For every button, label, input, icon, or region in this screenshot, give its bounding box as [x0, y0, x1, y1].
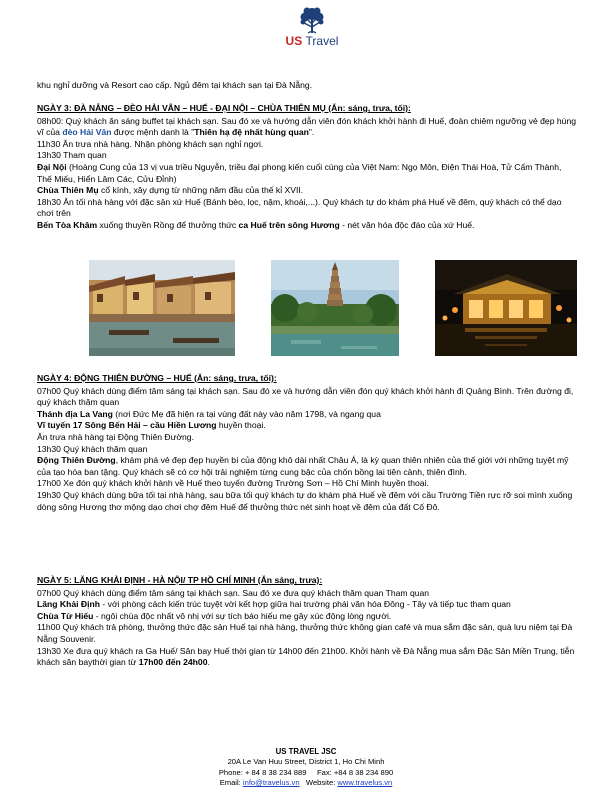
- footer-company-name: US TRAVEL JSC: [275, 747, 337, 756]
- photo-strip: [37, 260, 577, 356]
- tree-icon: [299, 6, 325, 34]
- day5-section: [37, 575, 577, 669]
- day3-paragraph-3: 13h30 Tham quan: [37, 150, 107, 161]
- footer-phone-fax: Phone: + 84 8 38 234 889 Fax: +84 8 38 234 890: [218, 767, 394, 777]
- day3-title: NGÀY 3: ĐÀ NẴNG – ĐÈO HẢI VÂN – HUẾ - ĐẠI NỘI – CHÙA THIÊN MỤ (Ăn: sáng, trưa, tối):: [37, 103, 411, 113]
- day3-paragraph-5: Chùa Thiên Mụ cổ kính, xây dựng từ những năm đầu của thế kỉ XVII.: [37, 185, 304, 196]
- day4-section: [37, 373, 577, 513]
- day4-title: NGÀY 4: ĐỘNG THIÊN ĐƯỜNG – HUẾ (Ăn: sáng, trưa, tối):: [37, 373, 277, 383]
- logo-wordmark: US Travel: [285, 34, 339, 48]
- footer-website-link[interactable]: www.travelus.vn: [337, 778, 393, 788]
- intro-line: khu nghỉ dưỡng và Resort cao cấp. Ngủ đêm tại khách sạn tại Đà Nẵng.: [37, 80, 313, 90]
- day3-paragraph-2: 11h30 Ăn trưa nhà hàng. Nhận phòng khách sạn nghỉ ngơi.: [37, 138, 264, 149]
- day4-paragraph-5: 13h30 Quý khách thăm quan: [37, 443, 148, 454]
- thien-mu-pagoda-photo: [271, 260, 399, 356]
- day3-paragraph-4: Đại Nội (Hoàng Cung của 13 vị vua triều Nguyễn, triều đại phong kiến cuối cùng của Việt Nam: Ngọ Môn, Điện Thái Hoà, Tử Cấm Thành, Thế Miếu, Hiển Lâm Các, Cửu Đỉnh): [37, 161, 562, 184]
- day4-paragraph-1: 07h00 Quý khách dùng điểm tâm sáng tại khách sạn. Sau đó xe và hướng dẫn viên đón quý khách khởi hành đi Quảng Bình. Trên đường đi, quý khách thăm quan: [37, 385, 574, 408]
- day5-paragraph-3: Chùa Từ Hiếu - ngôi chùa độc nhất vô nhị với sự tích báo hiếu mẹ gây xúc động lòng người.: [37, 610, 392, 621]
- day4-paragraph-7: 17h00 Xe đón quý khách khởi hành về Huế theo tuyến đường Trường Sơn – Hồ Chí Minh huyền thoại.: [37, 478, 429, 489]
- day5-paragraph-2: Lăng Khải Định - với phòng cách kiến trúc tuyệt vời kết hợp giữa hai trường phái văn hóa Đông - Tây và tiếp tục tham quan: [37, 599, 511, 610]
- hoi-an-night-bridge-photo: [435, 260, 577, 356]
- day5-title: NGÀY 5: LĂNG KHẢI ĐỊNH - HÀ NỘI/ TP HỒ CHÍ MINH (Ăn sáng, trưa):: [37, 575, 323, 585]
- day5-paragraph-4: 11h00 Quý khách trả phòng, thưởng thức đặc sản Huế tại nhà hàng, thưởng thức không gian café và mua sắm đặc sản, quà lưu niệm tại Đà Nẵng Souvenir.: [37, 622, 573, 644]
- day4-paragraph-8: 19h30 Quý khách dùng bữa tối tại nhà hàng, sau bữa tối quý khách tự do khám phá Huế về đêm với cầu Trường Tiền rực rỡ soi mình xuống dòng sông Hương thơ mộng dạo chơi chợ đêm Huế để thưởng thức nét sinh hoạt về đêm của đất Cố Đô.: [37, 489, 573, 512]
- day3-paragraph-1: 08h00: Quý khách ăn sáng buffet tại khách sạn. Sau đó xe và hướng dẫn viên đón khách khởi hành đi Huế, đoàn chiêm ngưỡng vẻ đẹp hùng vĩ của đèo Hải Vân được mệnh danh là "Thiên hạ đệ nhất hùng quan".: [37, 115, 576, 138]
- footer-contact: Email: info@travelus.vn Website: www.travelus.vn: [219, 778, 393, 788]
- us-travel-logo: [282, 6, 342, 68]
- day5-paragraph-1: 07h00 Quý khách dùng điểm tâm sáng tại khách sạn. Sau đó xe đưa quý khách thăm quan Tham quan: [37, 587, 430, 598]
- hoi-an-riverside-photo: [89, 260, 235, 356]
- day4-paragraph-4: Ăn trưa nhà hàng tại Động Thiên Đường.: [37, 431, 194, 442]
- footer: [0, 747, 612, 789]
- day4-paragraph-2: Thánh địa La Vang (nơi Đức Mẹ đã hiện ra tại vùng đất này vào năm 1798, và ngang qua: [37, 408, 381, 419]
- day4-paragraph-6: Động Thiên Đường, khám phá vẻ đẹp đẹp huyền bí của động khô dài nhất Châu Á, là kỳ quan thiên nhiên của thế giới với những tuyệt mỹ của tạo hóa ban tặng. Quý khách sẽ có cơ hội trải nghiệm từng cung bậc của chốn bồng lai tiên cảnh, thiên đình.: [37, 455, 569, 477]
- day3-section: [37, 103, 577, 232]
- footer-address: 20A Le Van Huu Street, District 1, Ho Chi Minh: [227, 757, 385, 767]
- intro-section: [37, 80, 577, 92]
- day4-paragraph-3: Vĩ tuyến 17 Sông Bến Hải – cầu Hiền Lương huyền thoại.: [37, 420, 266, 431]
- day3-paragraph-7: Bến Tòa Khâm xuống thuyền Rồng để thưởng thức ca Huế trên sông Hương - nét văn hóa độc đáo của xứ Huế.: [37, 219, 475, 230]
- day3-paragraph-6: 18h30 Ăn tối nhà hàng với đặc sản xứ Huế (Bánh bèo, lọc, nậm, khoái,...). Quý khách tự do khám phá Huế về đêm, quý khách có thể dạo chơi trên: [37, 196, 562, 219]
- day5-paragraph-5: 13h30 Xe đưa quý khách ra Ga Huế/ Sân bay Huế thời gian từ 14h00 đến 21h00. Khởi hành về Đà Nẵng mua sắm Đặc Sản Miền Trung, tiễn khách sân baythời gian từ 17h00 đến 24h00.: [37, 645, 575, 668]
- footer-email-link[interactable]: info@travelus.vn: [242, 778, 300, 788]
